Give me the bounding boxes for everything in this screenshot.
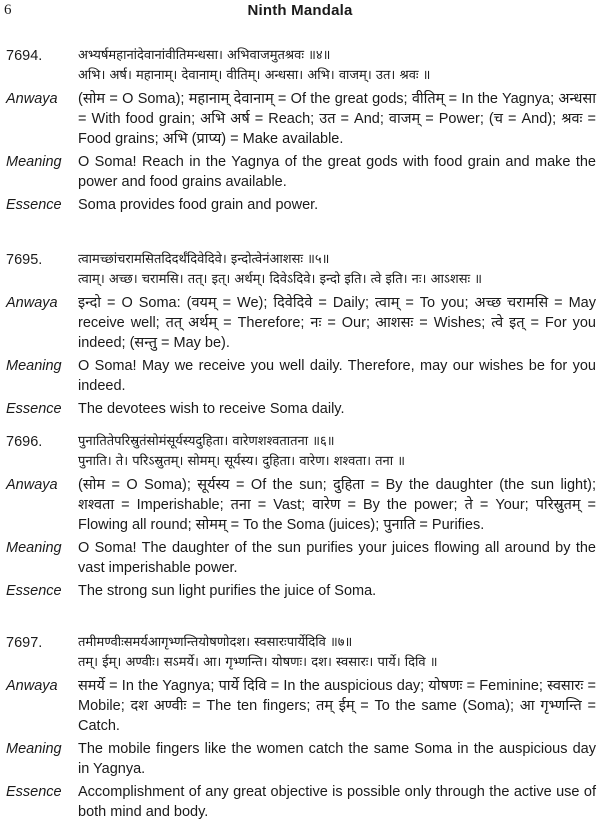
anwaya-label: Anwaya [6, 91, 58, 107]
page-header: Ninth Mandala [247, 2, 353, 19]
essence-text: The devotees wish to receive Soma daily. [78, 401, 345, 417]
anwaya-text: (सोम = O Soma); महानाम् देवानाम् = Of the great gods; वीतिम् = In the Yagnya; अन्धसा = With food grain; अभि अर्ष = Reach; उत = And; वाजम् = Power; (च = And); श्रवः = Food grains; अभि (प्राप्य) = Make available. [78, 91, 596, 147]
essence-label: Essence [6, 784, 62, 800]
meaning-label: Meaning [6, 741, 62, 757]
anwaya-text: इन्दो = O Soma: (वयम् = We); दिवेदिवे = Daily; त्वाम् = To you; अच्छ चरामसि = May receive well; तत् अर्थम् = Therefore; नः = Our; आशसः = Wishes; त्वे इत् = For you indeed; (सन्तु = May be). [78, 295, 596, 351]
verse-number: 7697. [6, 635, 43, 651]
meaning-text: O Soma! The daughter of the sun purifies your juices flowing all around by the vast imperishable power. [78, 540, 596, 576]
sanskrit-pada-line: त्वाम्। अच्छ। चरामसि। तत्। इत्। अर्थम्। दिवेऽदिवे। इन्दो इति। त्वे इति। नः। आऽशसः ॥ [78, 272, 483, 287]
sanskrit-verse-line: त्वामच्छांचरामसितदिदर्थंदिवेदिवे। इन्दोत्वेनंआशसः ॥५॥ [78, 252, 330, 267]
meaning-label: Meaning [6, 540, 62, 556]
sanskrit-pada-line: तम्। ईम्। अण्वीः। सऽमर्ये। आ। गृभ्णन्ति। योषणः। दश। स्वसारः। पार्ये। दिवि ॥ [78, 655, 438, 670]
essence-text: Soma provides food grain and power. [78, 197, 319, 213]
anwaya-label: Anwaya [6, 295, 58, 311]
essence-label: Essence [6, 583, 62, 599]
anwaya-text: (सोम = O Soma); सूर्यस्य = Of the sun; दुहिता = By the daughter (the sun light); शश्वता = Imperishable; तना = Vast; वारेण = By the power; ते = Your; परिस्रुतम् = Flowing all round; सोमम् = To the Soma (juices); पुनाति = Purifies. [78, 477, 596, 533]
essence-text: The strong sun light purifies the juice of Soma. [78, 583, 377, 599]
verse-7696 [0, 432, 600, 601]
verse-7697 [0, 633, 600, 822]
verse-number: 7694. [6, 48, 43, 64]
anwaya-text: समर्ये = In the Yagnya; पार्ये दिवि = In the auspicious day; योषणः = Feminine; स्वसारः = Mobile; दश अण्वीः = The ten fingers; तम् ईम् = To the same (Soma); आ गृभ्णन्ति = Catch. [78, 678, 596, 734]
essence-label: Essence [6, 197, 62, 213]
verse-number: 7695. [6, 252, 43, 268]
sanskrit-verse-line: पुनातितेपरिस्रुतंसोमंसूर्यस्यदुहिता। वारेणशश्वतातना ॥६॥ [78, 434, 335, 449]
anwaya-label: Anwaya [6, 678, 58, 694]
anwaya-label: Anwaya [6, 477, 58, 493]
sanskrit-verse-line: तमीमण्वीःसमर्यआगृभ्णन्तियोषणोदश। स्वसारःपार्येदिवि ॥७॥ [78, 635, 353, 650]
sanskrit-verse-line: अभ्यर्षमहानांदेवानांवीतिमन्धसा। अभिवाजमुतश्रवः ॥४॥ [78, 48, 331, 63]
essence-label: Essence [6, 401, 62, 417]
meaning-text: O Soma! May we receive you well daily. Therefore, may our wishes be for you indeed. [78, 358, 596, 394]
sanskrit-pada-line: पुनाति। ते। परिऽस्रुतम्। सोमम्। सूर्यस्य। दुहिता। वारेण। शश्वता। तना ॥ [78, 454, 406, 469]
verse-number: 7696. [6, 434, 43, 450]
sanskrit-pada-line: अभि। अर्ष। महानाम्। देवानाम्। वीतिम्। अन्धसा। अभि। वाजम्। उत। श्रवः ॥ [78, 68, 431, 83]
meaning-label: Meaning [6, 358, 62, 374]
meaning-text: O Soma! Reach in the Yagnya of the great gods with food grain and make the power and food grains available. [78, 154, 596, 190]
essence-text: Accomplishment of any great objective is possible only through the active use of both mind and body. [78, 784, 596, 820]
verse-7694 [0, 46, 600, 215]
verse-7695 [0, 250, 600, 419]
meaning-label: Meaning [6, 154, 62, 170]
page-number: 6 [4, 2, 12, 18]
meaning-text: The mobile fingers like the women catch the same Soma in the auspicious day in Yagnya. [78, 741, 596, 777]
